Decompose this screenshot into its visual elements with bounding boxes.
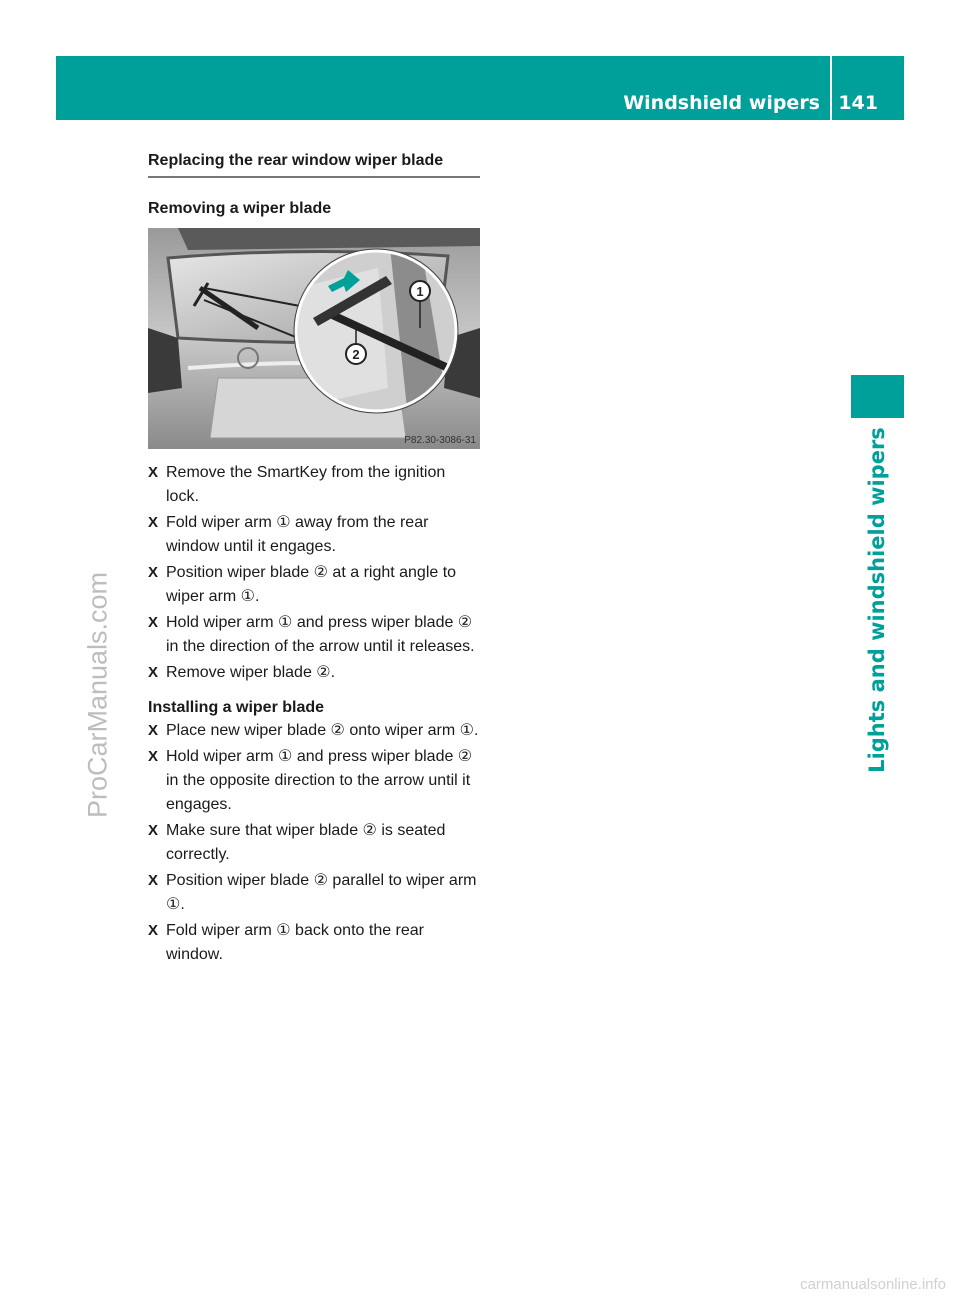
side-tab — [851, 375, 904, 418]
step-text: Fold wiper arm ① away from the rear window until it engages. — [166, 514, 429, 555]
step-text: Position wiper blade ② parallel to wiper arm ①. — [166, 872, 477, 913]
step-text: Hold wiper arm ① and press wiper blade ② in the direction of the arrow until it releases. — [166, 614, 475, 655]
header-divider — [830, 56, 832, 120]
section-title: Replacing the rear window wiper blade — [148, 152, 480, 178]
step-text: Fold wiper arm ① back onto the rear window. — [166, 922, 425, 963]
header-bar — [56, 56, 904, 120]
bullet-marker: X — [148, 464, 159, 481]
callout-1: 1 — [416, 284, 424, 299]
bullet-marker: X — [148, 564, 159, 581]
callout-2: 2 — [352, 347, 360, 362]
removing-heading: Removing a wiper blade — [148, 200, 332, 217]
main-content — [148, 152, 482, 969]
bullet-marker: X — [148, 748, 159, 765]
step-text: Position wiper blade ② at a right angle to wiper arm ①. — [166, 564, 457, 605]
header-title: Windshield wipers — [623, 92, 820, 114]
figure-code: P82.30-3086-31 — [404, 435, 476, 446]
bullet-marker: X — [148, 822, 159, 839]
watermark-left: ProCarManuals.com — [82, 571, 113, 819]
list-item — [148, 745, 482, 817]
list-item — [148, 919, 482, 967]
wiper-illustration — [148, 228, 480, 449]
wiper-illustration-svg — [148, 228, 480, 449]
bullet-marker: X — [148, 514, 159, 531]
step-text: Remove the SmartKey from the ignition lock. — [166, 464, 446, 505]
list-item — [148, 719, 482, 743]
side-chapter-title: Lights and windshield wipers — [865, 427, 889, 773]
bullet-marker: X — [148, 722, 159, 739]
watermark-bottom: carmanualsonline.info — [800, 1276, 946, 1293]
list-item — [148, 661, 482, 685]
bullet-marker: X — [148, 614, 159, 631]
installing-steps — [148, 719, 482, 967]
list-item — [148, 461, 482, 509]
step-text: Remove wiper blade ②. — [166, 664, 336, 681]
bullet-marker: X — [148, 664, 159, 681]
removing-steps — [148, 461, 482, 685]
installing-heading: Installing a wiper blade — [148, 699, 325, 716]
step-text: Hold wiper arm ① and press wiper blade ② in the opposite direction to the arrow until it engages. — [166, 748, 473, 813]
step-text: Make sure that wiper blade ② is seated correctly. — [166, 822, 446, 863]
step-text: Place new wiper blade ② onto wiper arm ①. — [166, 722, 479, 739]
list-item — [148, 819, 482, 867]
list-item — [148, 511, 482, 559]
list-item — [148, 561, 482, 609]
list-item — [148, 611, 482, 659]
list-item — [148, 869, 482, 917]
bullet-marker: X — [148, 922, 159, 939]
bullet-marker: X — [148, 872, 159, 889]
page-number: 141 — [838, 92, 878, 114]
